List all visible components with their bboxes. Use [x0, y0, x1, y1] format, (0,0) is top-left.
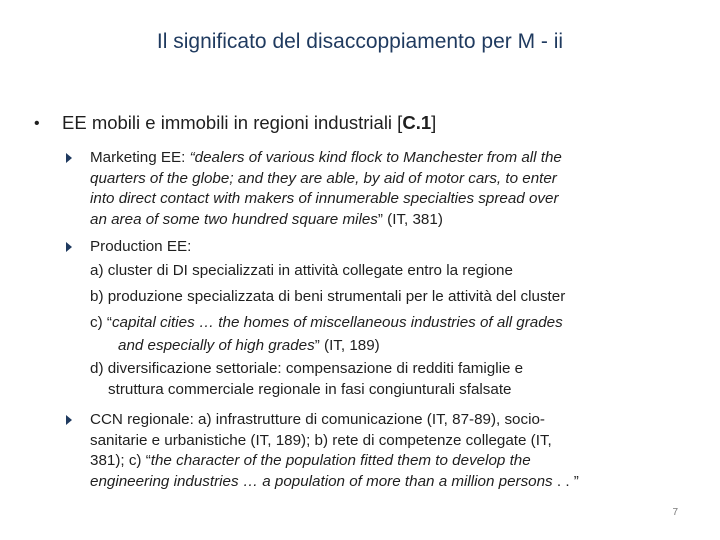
quote-text: an area of some two hundred square miles	[90, 210, 378, 228]
ccn-line: CCN regionale: a) infrastrutture di comunicazione (IT, 87-89), socio-	[90, 411, 545, 428]
citation: ” (IT, 189)	[314, 336, 380, 354]
text-line	[90, 210, 678, 231]
slide-title: Il significato del disaccoppiamento per M - ii	[156, 30, 564, 53]
list-item-ccn	[66, 410, 678, 492]
ccn-line: sanitarie e urbanistiche (IT, 189); b) rete di competenze collegate (IT,	[90, 431, 552, 449]
text-line	[90, 189, 678, 210]
quote-text: capital cities … the homes of miscellaneous industries of all grades	[111, 313, 563, 331]
arrow-bullet-icon	[66, 153, 72, 163]
sub-point-c-prefix: c) “	[90, 313, 112, 331]
text-line	[90, 148, 678, 169]
sub-point-d: d) diversificazione settoriale: compensazione di redditi famiglie e	[90, 360, 524, 377]
text-line	[90, 380, 678, 401]
quote-text: quarters of the globe; and they are able, by aid of motor cars, to enter	[90, 169, 557, 187]
quote-text: “dealers of various kind flock to Manchester from all the	[189, 149, 562, 166]
text-line	[90, 356, 678, 380]
sub-point-d-cont: struttura commerciale regionale in fasi congiunturali sfalsate	[108, 381, 512, 398]
text-line	[90, 169, 678, 190]
sub-point-b: b) produzione specializzata di beni strumentali per le attività del cluster	[90, 287, 566, 305]
sub-point-a: a) cluster di DI specializzati in attività collegate entro la regione	[90, 261, 513, 279]
item-text	[90, 410, 678, 492]
citation: . . ”	[552, 472, 579, 490]
main-bullet-text: EE mobili e immobili in regioni industriali [	[62, 112, 403, 133]
ccn-line: 381); c) “	[90, 452, 151, 469]
text-line	[90, 336, 678, 357]
item-label: Production EE:	[90, 238, 192, 255]
text-line	[90, 310, 678, 336]
quote-text: the character of the population fitted them to develop the	[150, 452, 531, 469]
item-label: Marketing EE:	[90, 149, 190, 166]
arrow-bullet-icon	[66, 242, 72, 252]
text-line	[90, 237, 678, 258]
page-number: 7	[672, 507, 678, 518]
list-item-marketing	[66, 148, 678, 230]
text-line	[90, 410, 678, 431]
main-bullet-close: ]	[431, 112, 437, 133]
item-text	[90, 148, 678, 230]
text-line	[90, 431, 678, 452]
citation: ” (IT, 381)	[377, 210, 443, 228]
main-bullet	[34, 112, 436, 134]
text-line	[90, 284, 678, 310]
item-text	[90, 237, 678, 401]
main-bullet-bold: C.1	[402, 112, 432, 133]
list-item-production	[66, 237, 678, 401]
bullet-dot-icon: •	[34, 115, 40, 132]
text-line	[90, 451, 678, 472]
text-line	[90, 472, 678, 493]
quote-text: into direct contact with makers of innumerable specialties spread over	[90, 190, 559, 207]
quote-text: and especially of high grades	[118, 336, 315, 354]
quote-text: engineering industries … a population of more than a million persons	[90, 472, 553, 490]
text-line	[90, 258, 678, 284]
arrow-bullet-icon	[66, 415, 72, 425]
